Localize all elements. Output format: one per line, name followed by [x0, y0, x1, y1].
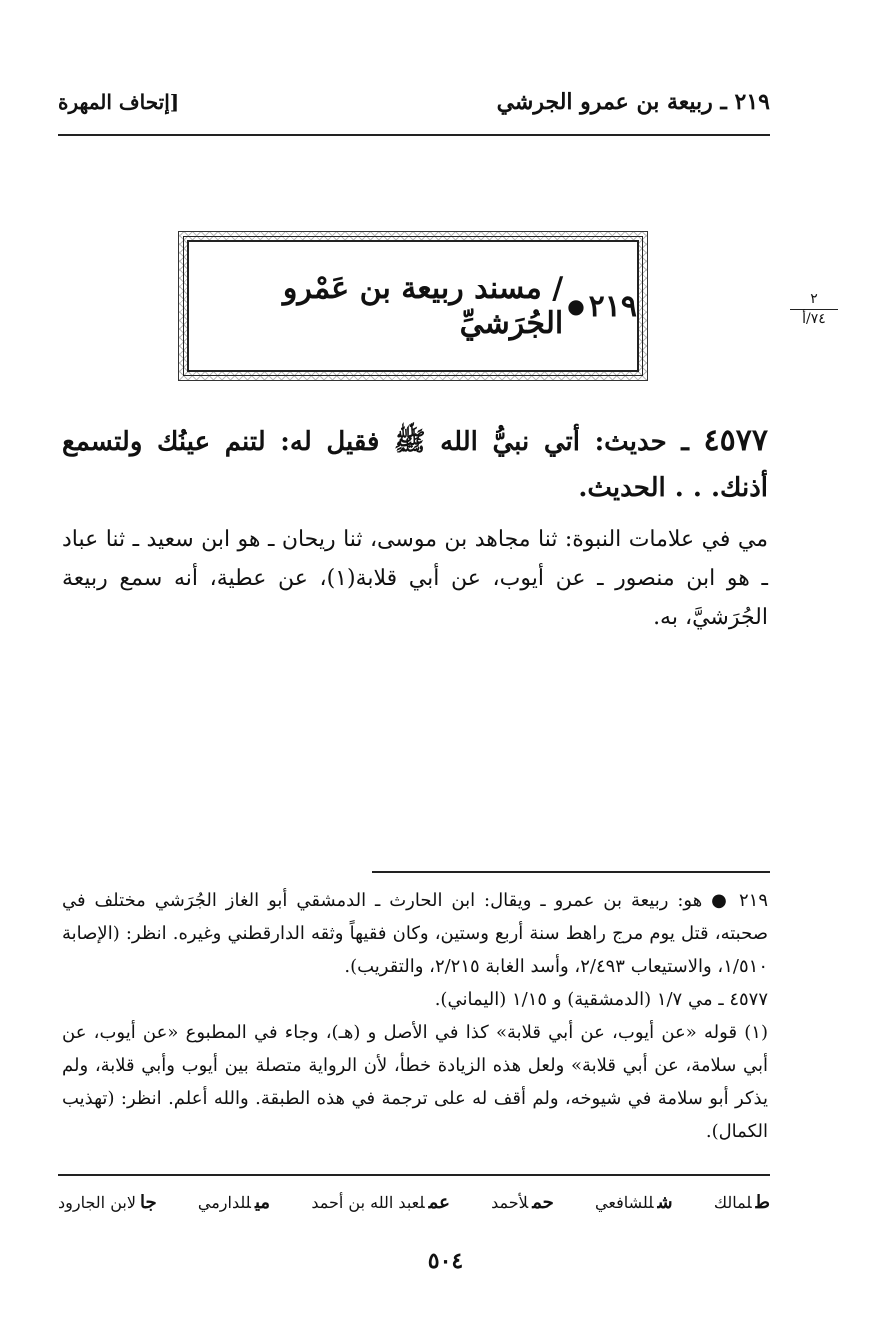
- footnote-reference: ٤٥٧٧ ـ مي ١/٧ (الدمشقية) و ١/١٥ (اليماني).: [434, 989, 768, 1010]
- hadith-entry: [62, 418, 768, 511]
- running-head-book: [إتحاف المهرة: [58, 90, 180, 114]
- footnotes: [62, 884, 768, 1148]
- section-title-text: / مسند ربيعة بن عَمْرو الجُرَشيِّ: [282, 271, 564, 341]
- margin-folio-note: [790, 290, 838, 328]
- footnote-note-1: (١) قوله «عن أيوب، عن أبي قلابة» كذا في الأصل و (هـ)، وجاء في المطبوع «عن أيوب، عن أبي سلامة، عن أبي قلابة» ولعل هذه الزيادة خطأ، لأن الرواية متصلة بين أيوب وأبي قلابة، ولم يذكر أبو سلامة في شيوخه، ولم أقف له على ترجمة في هذه الطبقة. والله أعلم. انظر: (تهذيب الكمال).: [62, 1022, 768, 1142]
- sigla-item: طلمالك: [713, 1192, 770, 1213]
- running-head-chapter: ٢١٩ ـ ربيعة بن عمرو الجرشي: [496, 89, 770, 115]
- sigla-legend: [58, 1192, 770, 1213]
- section-number: ٢١٩: [588, 288, 637, 324]
- footnote-rule: [372, 871, 770, 873]
- sigla-item: حملأحمد: [491, 1192, 554, 1213]
- sigla-item: ميللدارمي: [197, 1192, 271, 1213]
- sigla-rule: [58, 1174, 770, 1176]
- sigla-item: جالابن الجارود: [58, 1192, 157, 1213]
- bullet-icon: ●: [567, 294, 585, 318]
- hadith-text: ـ حديث: أتي نبيُّ الله ﷺ فقيل له: لتنم عينُك ولتسمع أذنك. . . الحديث.: [62, 427, 768, 503]
- section-title-frame: [178, 231, 648, 381]
- hadith-number: ٤٥٧٧: [703, 423, 768, 458]
- sigla-item: عملعبد الله بن أحمد: [311, 1192, 450, 1213]
- margin-note-number: ٢: [790, 290, 838, 310]
- page-number: ٥٠٤: [427, 1248, 464, 1274]
- footnote-narrator: ٢١٩ ● هو: ربيعة بن عمرو ـ ويقال: ابن الحارث ـ الدمشقي أبو الغاز الجُرَشي مختلف في صحبته، قتل يوم مرج راهط سنة أربع وستين، وكان فقيهاً وثقه الدارقطني وغيره. انظر: (الإصابة ١/٥١٠، والاستيعاب ٢/٤٩٣، وأسد الغابة ٢/٢١٥، والتقريب).: [62, 890, 768, 977]
- hadith-source: مي في علامات النبوة: ثنا مجاهد بن موسى، ثنا ريحان ـ هو ابن سعيد ـ ثنا عباد ـ هو ابن منصور ـ عن أيوب، عن أبي قلابة(١)، عن عطية، أنه سمع ربيعة الجُرَشيَّ، به.: [62, 527, 768, 630]
- header-rule: [58, 134, 770, 136]
- sigla-item: شللشافعي: [595, 1192, 673, 1213]
- section-title: [187, 240, 639, 372]
- margin-note-folio: ٧٤/أ: [802, 311, 826, 327]
- running-head: [58, 84, 770, 120]
